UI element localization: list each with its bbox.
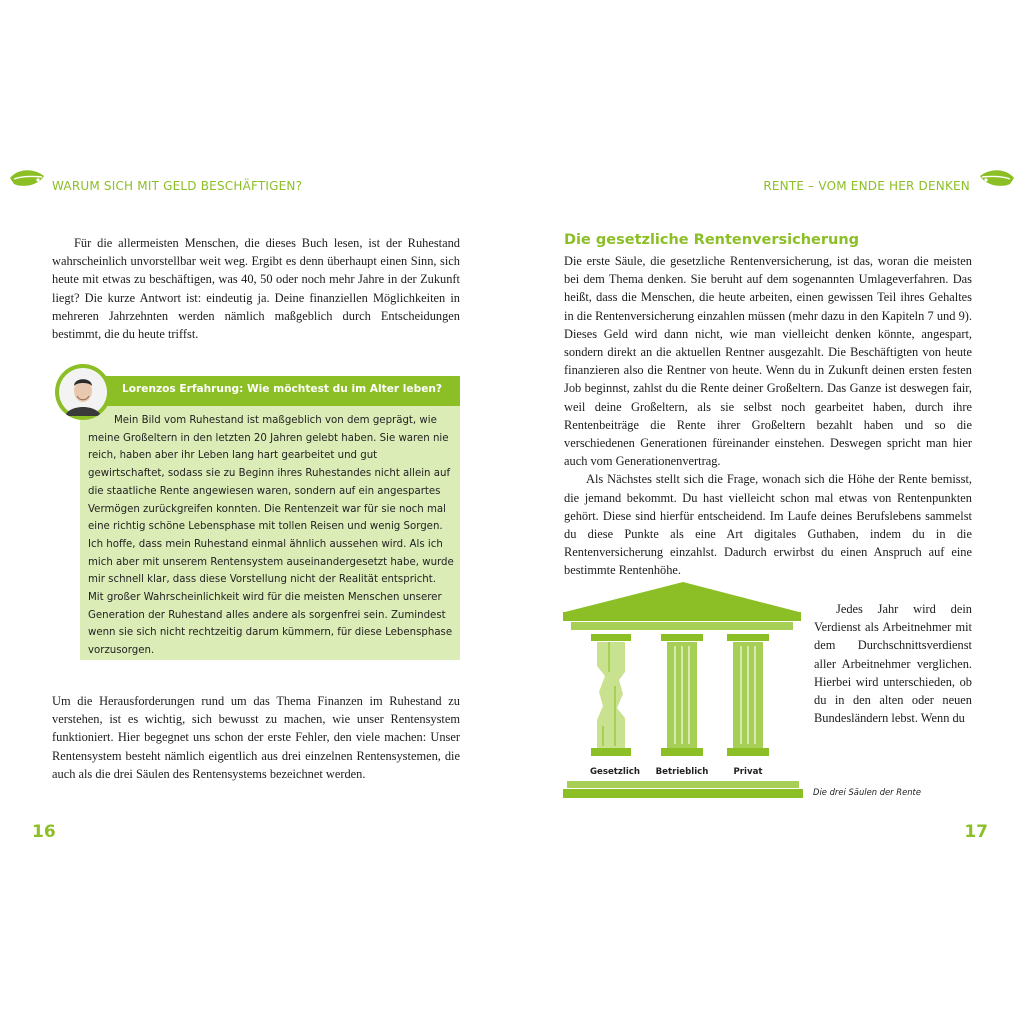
outro-paragraph: Um die Herausforderungen rund um das Thema Finanzen im Ruhestand zu verstehen, ist es wichtig, sich bewusst zu machen, wie unser Rentensystem funktioniert. Hier begegnet uns schon der erste Fehler, den viele machen: Unser Rentensystem besteht nämlich eigentlich aus drei einzelnen Rentensystemen, die auch als die drei Säulen des Rentensystems bezeichnet werden.	[52, 694, 460, 781]
paragraph-verdienst: Jedes Jahr wird dein Verdienst als Arbeitnehmer mit dem Durchschnittsverdienst aller Arbeitnehmer verglichen. Hierbei wird unterschieden, ob du in den alten oder neuen Bundesländern lebst. Wenn du	[814, 602, 972, 726]
paragraph-umlageverfahren: Die erste Säule, die gesetzliche Rentenversicherung, ist das, woran die meisten bei dem Thema denken. Sie beruht auf dem sogenannten Umlageverfahren. Das heißt, dass die Menschen, die heute arbeiten, einen gewissen Teil ihres Gehaltes in die Rentenversicherung einzahlen müssen (mehr dazu in den Kapiteln 7 und 9). Dieses Geld wird dann nicht, wie man vielleicht denken könnte, angespart, sondern direkt an die aktuellen Rentner ausgezahlt. Die Beschäftigten von heute finanzieren also die Rentner von heute. Wenn du in Zukunft deinen ersten festen Job beginnst, zahlst du die Rente deiner Großeltern. Das Ganze ist deswegen fair, weil deine Großeltern, als sie selbst noch gearbeitet haben, durch ihre Rentenbeiträge die Rente ihrer Großeltern bezahlt haben und so die verschiedenen Generationen füreinander einstehen. Deswegen spricht man hier auch vom Generationenvertrag.	[564, 254, 972, 469]
running-header-left: WARUM SICH MIT GELD BESCHÄFTIGEN?	[52, 179, 303, 193]
right-main-text	[564, 252, 972, 580]
callout-body	[88, 412, 454, 660]
pillar-label-privat: Privat	[733, 767, 763, 777]
paragraph-rentenpunkte: Als Nächstes stellt sich die Frage, wonach sich die Höhe der Rente bemisst, die jemand bekommt. Du hast vielleicht schon mal etwas von Rentenpunkten gehört. Diese sind hierfür entscheidend. Im Laufe deines Berufslebens sammelst du diese Punkte als eine Art digitales Guthaben, indem du in die Rentenversicherung einzahlst. Dadurch erwirbst du einen Anspruch auf eine bestimmte Rentenhöhe.	[564, 472, 972, 578]
intro-paragraph: Für die allermeisten Menschen, die dieses Buch lesen, ist der Ruhestand wahrscheinlich unvorstellbar weit weg. Ergibt es denn überhaupt einen Sinn, sich heute mit etwas zu beschäftigen, was 40, 50 oder noch mehr Jahre in der Zukunft liegt? Die kurze Antwort ist: eindeutig ja. Deine finanziellen Möglichkeiten in mehreren Jahrzehnten werden nämlich maßgeblich durch Entscheidungen bestimmt, die du heute triffst.	[52, 236, 460, 342]
figure-caption: Die drei Säulen der Rente	[813, 787, 921, 797]
pillar-label-gesetzlich: Gesetzlich	[589, 767, 641, 777]
pillar-label-betrieblich: Betrieblich	[655, 767, 709, 777]
pillar-gesetzlich	[591, 634, 631, 756]
leaf-icon	[976, 166, 1016, 192]
leaf-icon	[8, 166, 48, 192]
pillar-betrieblich	[661, 634, 703, 756]
callout-body-text: Mein Bild vom Ruhestand ist maßgeblich von dem geprägt, wie meine Großeltern in den letzten 20 Jahren gelebt haben. Sie waren nie reich, haben aber ihr Leben lang hart gearbeitet und gut gewirtschaftet, sodass sie zu Beginn ihres Ruhestandes nicht allein auf die staatliche Rente angewiesen waren, sondern auf ein angespartes Vermögen zurückgreifen konnten. Die Rentenzeit war für sie noch mal eine richtig schöne Lebensphase mit tollen Reisen und wenig Sorgen. Ich hoffe, dass mein Ruhestand einmal ähnlich aussehen wird. Als ich mich aber mit unserem Rentensystem auseinandergesetzt habe, wurde mir schnell klar, dass diese Vorstellung nicht der Realität entspricht. Mit großer Wahrscheinlichkeit wird für die meisten Menschen unserer Generation der Ruhestand alles andere als sorgenfrei sein. Zumindest wenn sie sich nicht rechtzeitig darum kümmern, für diese Lebensphase vorzusorgen.	[88, 415, 454, 657]
callout-title: Lorenzos Erfahrung: Wie möchtest du im Alter leben?	[122, 383, 443, 395]
running-header-right: RENTE – VOM ENDE HER DENKEN	[763, 179, 970, 193]
page-number-left: 16	[32, 822, 56, 842]
three-pillars-figure	[563, 576, 803, 802]
page-number-right: 17	[964, 822, 988, 842]
section-title: Die gesetzliche Rentenversicherung	[564, 232, 860, 248]
pillar-privat	[727, 634, 769, 756]
